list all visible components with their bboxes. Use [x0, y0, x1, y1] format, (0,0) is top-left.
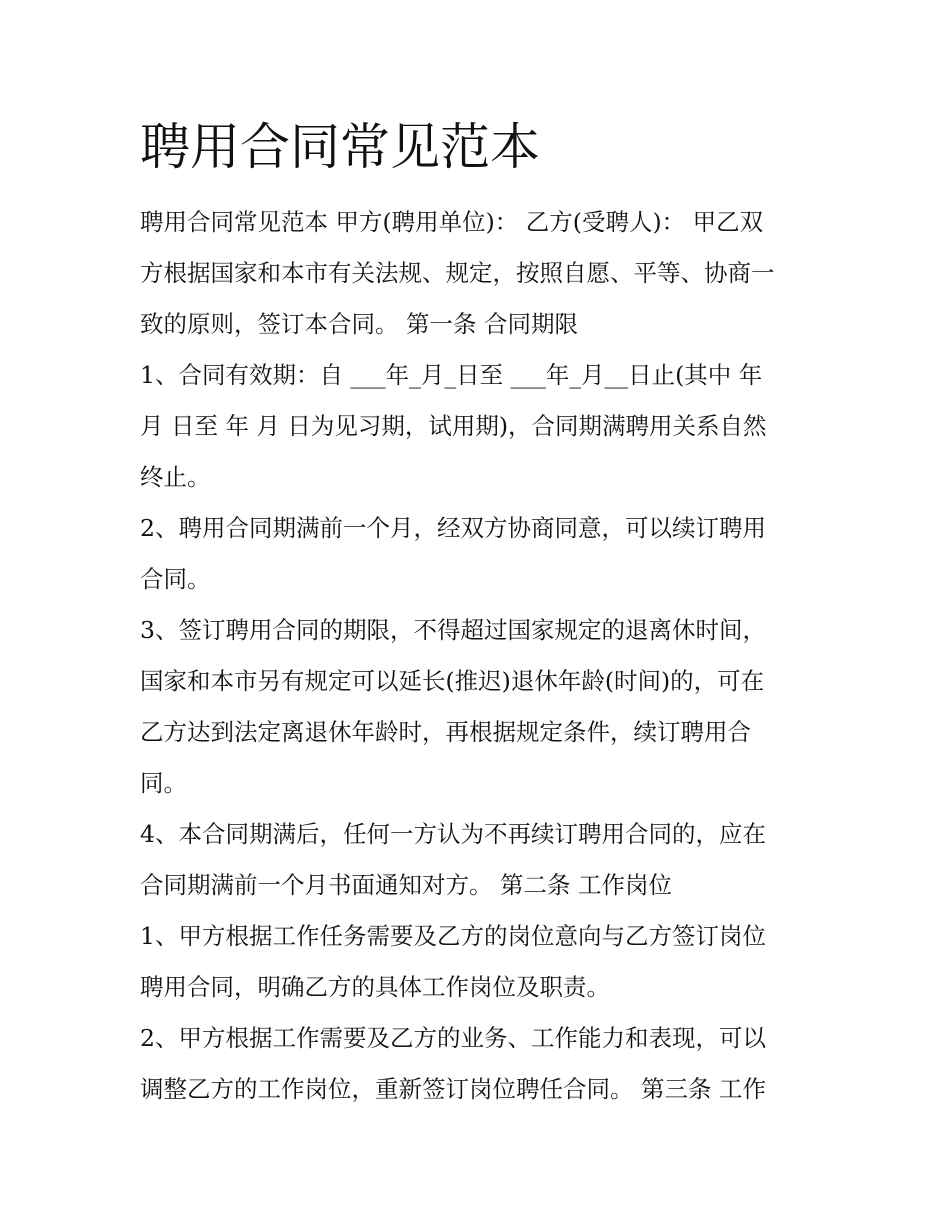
body-line: 聘用合同，明确乙方的具体工作岗位及职责。: [140, 973, 610, 1001]
body-line: 4、本合同期满后，任何一方认为不再续订聘用合同的，应在: [140, 820, 766, 848]
body-line: 2、聘用合同期满前一个月，经双方协商同意，可以续订聘用: [140, 514, 766, 542]
body-line: 2、甲方根据工作需要及乙方的业务、工作能力和表现，可以: [140, 1024, 766, 1052]
body-line: 终止。: [140, 463, 211, 491]
body-line: 3、签订聘用合同的期限，不得超过国家规定的退离休时间，: [140, 616, 766, 644]
body-line: 乙方达到法定离退休年龄时，再根据规定条件，续订聘用合: [140, 718, 751, 746]
document-title: 聘用合同常见范本: [140, 118, 540, 176]
body-line: 1、合同有效期：自 ___年_月_日至 ___年_月__日止(其中 年: [140, 361, 763, 389]
body-line: 月 日至 年 月 日为见习期，试用期)，合同期满聘用关系自然: [140, 412, 767, 440]
body-line: 调整乙方的工作岗位，重新签订岗位聘任合同。 第三条 工作: [140, 1075, 766, 1103]
body-line: 致的原则，签订本合同。 第一条 合同期限: [140, 310, 578, 338]
body-line: 合同。: [140, 565, 211, 593]
body-line: 同。: [140, 769, 187, 797]
body-line: 1、甲方根据工作任务需要及乙方的岗位意向与乙方签订岗位: [140, 922, 766, 950]
body-line: 合同期满前一个月书面通知对方。 第二条 工作岗位: [140, 871, 672, 899]
body-line: 方根据国家和本市有关法规、规定，按照自愿、平等、协商一: [140, 259, 775, 287]
body-line: 聘用合同常见范本 甲方(聘用单位)： 乙方(受聘人)： 甲乙双: [140, 208, 764, 236]
body-line: 国家和本市另有规定可以延长(推迟)退休年龄(时间)的，可在: [140, 667, 765, 695]
document-body: [140, 197, 812, 1115]
